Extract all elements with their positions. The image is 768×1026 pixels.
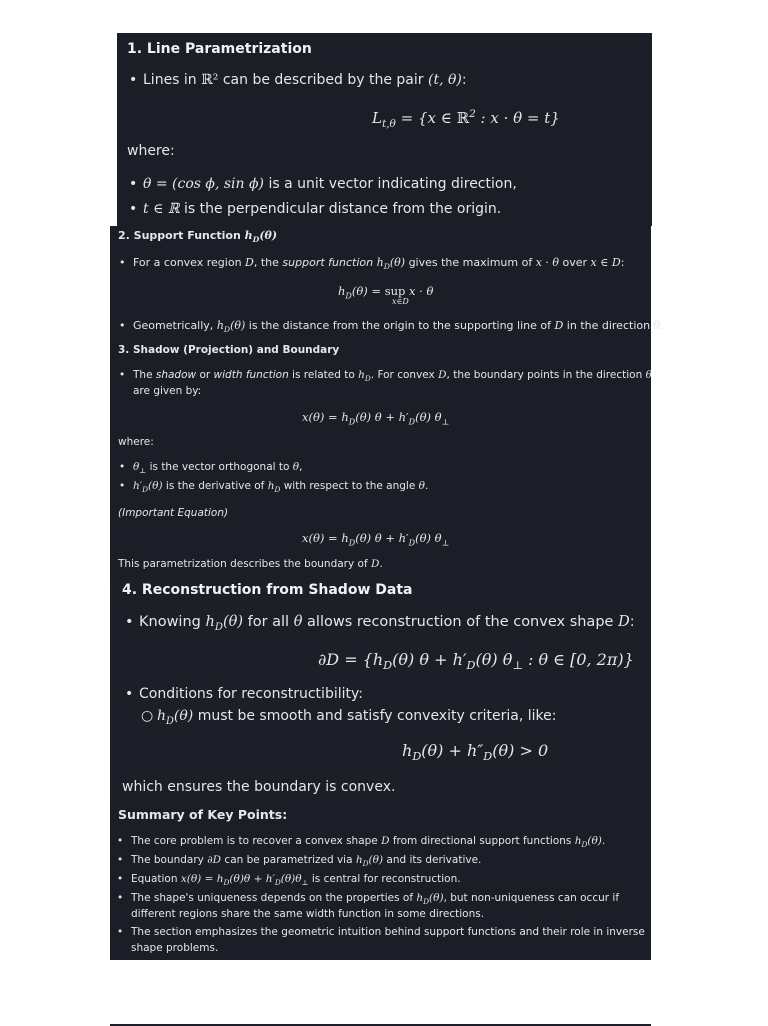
- section4-title: 4. Reconstruction from Shadow Data: [122, 582, 413, 598]
- s4-equation-2: $h_D(\theta) + h''_D(\theta) > 0$: [402, 741, 549, 764]
- s1-equation: $L_{t,\theta} = \{x$ ∈ ℝ$^2$ : x · θ = t}: [372, 108, 560, 130]
- bottom-margin: [110, 960, 768, 1024]
- s4-bullet-2: • Conditions for reconstructibility:: [139, 686, 363, 702]
- s3-where-item-1: • $\theta_\perp$ is the vector orthogonal to θ,: [133, 461, 302, 475]
- s1-bullet-1: • Lines in ℝ² can be described by the pair (t, θ):: [143, 72, 467, 88]
- s1-where-item-2: • t ∈ ℝ is the perpendicular distance from the origin.: [143, 201, 501, 217]
- important-equation-label: (Important Equation): [118, 507, 229, 519]
- summary-title: Summary of Key Points:: [118, 807, 288, 822]
- s2-bullet-2: • Geometrically, $h_D(\theta)$ is the distance from the origin to the supporting line of D in the direction θ.: [133, 319, 664, 334]
- summary-item-5: • The section emphasizes the geometric intuition behind support functions and their role in inverse: [131, 926, 645, 938]
- summary-item-2: • The boundary ∂D can be parametrized via $h_D(\theta)$ and its derivative.: [131, 854, 481, 868]
- s4-bullet-1: • Knowing $h_D(\theta)$ for all θ allows reconstruction of the convex shape D:: [139, 614, 635, 633]
- s3-bullet-1-line2: are given by:: [133, 385, 202, 397]
- summary-item-3: • Equation $x(\theta) = h_D(\theta)\theta + h'_D(\theta)\theta_\perp$ is central for reconstruction.: [131, 873, 461, 887]
- s2-bullet-1: • For a convex region D, the support function $h_D(\theta)$ gives the maximum of x · θ over x ∈ D:: [133, 256, 624, 271]
- s3-bullet-1: • The shadow or width function is related to $h_D$. For convex D, the boundary points in the direction θ: [133, 369, 652, 383]
- section2-title: 2. Support Function $h_D(\theta)$: [118, 229, 278, 245]
- section1-title: 1. Line Parametrization: [127, 41, 312, 57]
- s3-where: where:: [118, 436, 154, 448]
- s4-ensures: which ensures the boundary is convex.: [122, 779, 396, 795]
- s3-description: This parametrization describes the boundary of D.: [118, 558, 383, 570]
- s4-sub-bullet: ○ $h_D(\theta)$ must be smooth and satisfy convexity criteria, like:: [141, 708, 557, 727]
- s3-equation-2: $x(\theta) = h_D(\theta) \theta + h'_D(\theta)$ $\theta_\perp$: [302, 531, 450, 548]
- summary-item-5-line2: shape problems.: [131, 942, 219, 954]
- summary-item-4: • The shape's uniqueness depends on the properties of $h_D(\theta)$, but non-uniqueness can occur if: [131, 892, 619, 906]
- s3-equation: $x(\theta) = h_D(\theta) \theta + h'_D(\theta)$ $\theta_\perp$: [302, 410, 450, 427]
- margin-cut: [651, 578, 768, 802]
- summary-item-1: • The core problem is to recover a convex shape D from directional support functions $h_D(\theta)$.: [131, 835, 605, 849]
- s1-where: where:: [127, 143, 175, 159]
- s2-equation: $h_D(\theta)$ = sup x · θ: [338, 284, 434, 301]
- summary-item-4-line2: different regions share the same width function in some directions.: [131, 908, 485, 920]
- s4-equation: $\partial D = \{h_D(\theta) \theta + h'_D(\theta)$ $\theta_\perp$ : θ ∈ [0, 2π)}: [318, 650, 634, 673]
- s1-where-item-1: • θ = (cos ϕ, sin ϕ) is a unit vector indicating direction,: [143, 176, 517, 192]
- s2-equation-sub: x∈D: [392, 297, 409, 306]
- s3-where-item-2: • $h'_D(\theta)$ is the derivative of $h_D$ with respect to the angle θ.: [133, 480, 428, 494]
- section3-title: 3. Shadow (Projection) and Boundary: [118, 344, 340, 356]
